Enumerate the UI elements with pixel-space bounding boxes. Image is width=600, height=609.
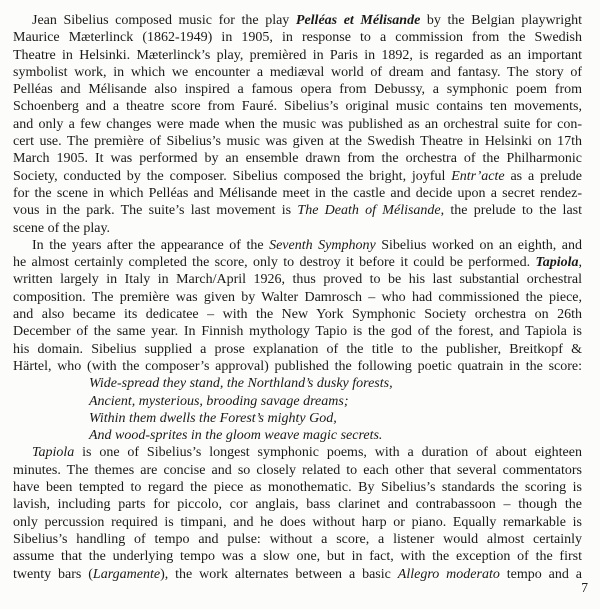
text-segment: March 1905. It was performed by an ensemble drawn from the orchestra of the Philharmonic [13,151,582,167]
text-segment: symbolist work, in which we encounter a mediæval world of dream and fantasy. The story of [13,64,582,80]
text-segment: he almost certainly completed the score, only to destroy it before it could be performed. [13,255,536,271]
text-segment: is one of Sibelius’s longest symphonic poems, with a duration of about eighteen [74,445,582,461]
text-segment: Sibelius worked on an eighth, and [375,237,582,253]
paragraph-1-line-4 [13,64,582,81]
text-segment: only percussion required is timpani, and he does without harp or piano. Equally remarkable is [13,514,582,530]
text-segment: Largamente [92,566,161,582]
text-segment: In the years after the appearance of the [32,237,270,253]
text-segment: Härtel, who (with the composer’s approval) published the following poetic quatrain in the score: [13,358,582,374]
text-segment: Theatre in Helsinki. Mæterlinck’s play, premièred in Paris in 1892, is regarded as an important [13,47,582,63]
text-segment: written largely in Italy in March/April 1926, thus proved to be his last substantial orchestral [13,272,582,288]
text-segment: Jean Sibelius composed music for the play [32,13,296,28]
text-segment: and only a few changes were made when the music was published as an orchestral suite for con- [13,116,582,132]
text-segment: Seventh Symphony [269,237,376,253]
paragraph-1-line-2 [13,29,582,46]
paragraph-2-line-7 [13,341,582,358]
text-segment: , the prelude to the last [440,203,582,219]
paragraph-1-line-8 [13,133,582,150]
text-segment: tempo and a [499,566,582,582]
paragraph-3-line-4 [13,496,582,513]
page-text [13,12,582,583]
paragraph-1-line-11 [13,185,582,202]
text-segment: and also became its dedicatee – with the New York Symphonic Society orchestra on 26th [13,307,582,323]
text-segment: Maurice Mæterlinck (1862-1949) in 1905, in response to a commission from the Swedish [13,30,582,46]
paragraph-2-line-1 [13,237,582,254]
text-segment: minutes. The themes are concise and so closely related to each other that several commentators [13,462,582,478]
text-segment: composition. The première was given by Walter Damrosch – who had commissioned the piece, [13,289,582,305]
paragraph-1-line-5 [13,81,582,98]
text-segment: by the Belgian playwright [420,13,582,28]
text-segment: for the scene in which Pelléas and Mélisande meet in the castle and decide upon a secret rendez- [13,185,582,201]
text-segment: , [578,255,582,271]
paragraph-3-line-6 [13,531,582,548]
text-segment: Tapiola [32,445,75,461]
text-segment: Allegro moderato [397,566,500,582]
text-segment: Tapiola [535,255,579,271]
quatrain-line-2 [13,393,582,410]
text-segment: cert use. The première of Sibelius’s music was given at the Swedish Theatre in Helsinki on 17th [13,134,582,150]
paragraph-3-line-3 [13,479,582,496]
text-segment: Schoenberg and a theatre score from Fauré. Sibelius’s original music contains ten movements, [13,99,582,115]
text-segment: The Death of Mélisande [297,203,441,219]
paragraph-3-line-5 [13,514,582,531]
text-segment: vous in the park. The suite’s last movement is [13,203,298,219]
text-segment: Pelléas et Mélisande [295,13,421,28]
paragraph-3-line-2 [13,462,582,479]
paragraph-3-line-8 [13,566,582,583]
text-segment: Entr’acte [451,168,505,184]
paragraph-2-line-6 [13,323,582,340]
text-segment: have been tempted to regard the piece as monothematic. By Sibelius’s standards the scoring is [13,480,582,496]
paragraph-1-line-13 [13,220,582,237]
paragraph-1-line-3 [13,47,582,64]
paragraph-1-line-10 [13,168,582,185]
paragraph-2-line-8 [13,358,582,375]
text-segment: assume that the underlying tempo was a slow one, but in fact, with the exception of the first [13,549,582,565]
quatrain-line-1 [13,375,582,392]
text-segment: Society, conducted by the composer. Sibelius composed the bright, joyful [13,168,452,184]
text-segment: as a prelude [504,168,582,184]
paragraph-1-line-6 [13,98,582,115]
paragraph-2-line-2 [13,254,582,271]
text-segment: ), the work alternates between a basic [160,566,398,582]
paragraph-2-line-4 [13,289,582,306]
paragraph-1-line-9 [13,150,582,167]
text-segment: December of the same year. In Finnish mythology Tapio is the god of the forest, and Tapiola is [13,324,582,340]
quatrain-line-3 [13,410,582,427]
text-segment: Ancient, mysterious, brooding savage dreams; [89,393,349,409]
quatrain-line-4 [13,427,582,444]
paragraph-3-line-1 [13,444,582,461]
paragraph-2-line-5 [13,306,582,323]
text-segment: scene of the play. [13,220,111,236]
text-segment: Wide-spread they stand, the Northland’s dusky forests, [89,376,393,392]
paragraph-2-line-3 [13,271,582,288]
text-segment: Within them dwells the Forest’s mighty God, [89,410,337,426]
page-number: 7 [581,580,588,595]
text-segment: Pelléas and Mélisande also inspired a famous opera from Debussy, a symphonic poem from [13,82,582,98]
paragraph-3-line-7 [13,548,582,565]
text-segment: his domain. Sibelius supplied a prose explanation of the title to the publisher, Breitkopf & [13,341,582,357]
text-segment: Sibelius’s handling of tempo and pulse: without a score, a listener would almost certainly [13,531,582,547]
paragraph-1-line-1 [13,12,582,29]
text-segment: lavish, including parts for piccolo, cor anglais, bass clarinet and contrabassoon – though the [13,497,582,513]
text-segment: twenty bars ( [13,566,93,582]
text-segment: And wood-sprites in the gloom weave magic secrets. [89,428,383,444]
paragraph-1-line-12 [13,202,582,219]
paragraph-1-line-7 [13,116,582,133]
